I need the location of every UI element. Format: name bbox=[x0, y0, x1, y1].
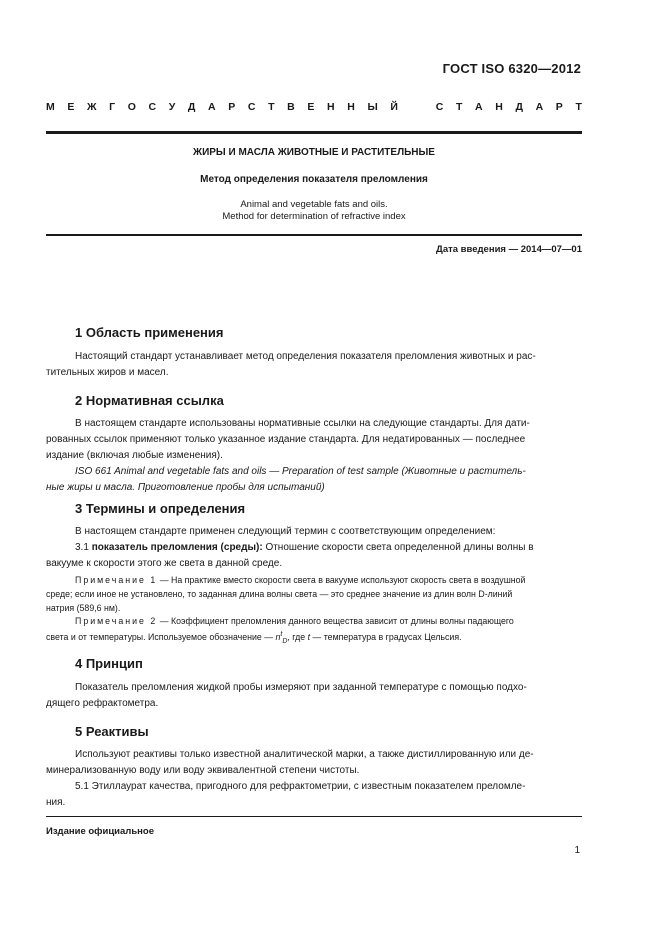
note-1-text-1: — На практике вместо скорости света в вакууме используют скорость света в воздушной bbox=[159, 575, 526, 585]
note-1 bbox=[46, 573, 582, 615]
interstate-letter: Р bbox=[555, 101, 563, 113]
document-title-english bbox=[46, 199, 582, 223]
term-definition-1: Отношение скорости света определенной длины волны в bbox=[265, 542, 534, 553]
note-2-label: Примечание 2 bbox=[75, 616, 158, 626]
interstate-letter: Й bbox=[390, 101, 398, 113]
header-divider bbox=[46, 131, 582, 134]
section-1-paragraph bbox=[46, 349, 582, 381]
note-2-line-1 bbox=[46, 614, 582, 628]
s2-line-2: рованных ссылок применяют только указанное издание стандарта. Для недатированных — последнее bbox=[46, 434, 526, 445]
interstate-letter: Т bbox=[575, 101, 582, 113]
s1-line-1: Настоящий стандарт устанавливает метод определения показателя преломления животных и рас- bbox=[75, 351, 536, 362]
interstate-letter: С bbox=[148, 101, 157, 113]
s1-line-2: тительных жиров и масел. bbox=[46, 367, 169, 378]
s5-line-1: Используют реактивы только известной аналитической марки, а также дистиллированную или де- bbox=[75, 749, 534, 760]
interstate-letter: Т bbox=[455, 101, 463, 113]
interstate-letter: У bbox=[168, 101, 176, 113]
interstate-letter: Н bbox=[495, 101, 503, 113]
note-1-line-3: натрия (589,6 нм). bbox=[46, 603, 121, 613]
interstate-letter: Е bbox=[67, 101, 75, 113]
interstate-letter: В bbox=[287, 101, 295, 113]
interstate-letter: Ж bbox=[87, 101, 97, 113]
document-title: ЖИРЫ И МАСЛА ЖИВОТНЫЕ И РАСТИТЕЛЬНЫЕ bbox=[193, 147, 435, 158]
interstate-letter: А bbox=[208, 101, 216, 113]
interstate-letter: Д bbox=[187, 101, 196, 113]
interstate-letter: Р bbox=[228, 101, 236, 113]
note-1-label: Примечание 1 bbox=[75, 575, 158, 585]
s3-definition-line-2: вакууме к скорости этого же света в данной среде. bbox=[46, 558, 283, 569]
interstate-letter: А bbox=[535, 101, 544, 113]
interstate-letter: Н bbox=[347, 101, 355, 113]
interstate-letter: С bbox=[435, 101, 444, 113]
symbol-t-sup: t bbox=[280, 631, 283, 638]
note-1-line-2: среде; если иное не установлено, то заданная длина волны света — это среднее значение из длин волн D-линий bbox=[46, 589, 513, 599]
section-2-heading: 2 Нормативная ссылка bbox=[75, 393, 224, 408]
s4-line-1: Показатель преломления жидкой пробы измеряют при заданной температуре с помощью подхо- bbox=[75, 682, 527, 693]
standard-code: ГОСТ ISO 6320—2012 bbox=[442, 61, 581, 76]
title-divider bbox=[46, 234, 582, 236]
note-2 bbox=[46, 614, 582, 649]
effective-date: Дата введения — 2014—07—01 bbox=[436, 244, 582, 255]
title-en-line-1: Animal and vegetable fats and oils. bbox=[240, 199, 388, 210]
interstate-letter: Т bbox=[268, 101, 275, 113]
s2-ref-line-2: ные жиры и масла. Приготовление пробы для испытаний) bbox=[46, 482, 325, 493]
interstate-letter: М bbox=[46, 101, 55, 113]
s3-intro: В настоящем стандарте применен следующий термин с соответствующим определением: bbox=[75, 526, 496, 537]
interstate-letter: О bbox=[127, 101, 136, 113]
note-2-text-2c: — температура в градусах Цельсия. bbox=[312, 631, 462, 642]
section-3-paragraph bbox=[46, 524, 582, 572]
section-3-heading: 3 Термины и определения bbox=[75, 501, 246, 516]
document-subtitle: Метод определения показателя преломления bbox=[200, 174, 428, 185]
term-number: 3.1 bbox=[75, 542, 89, 553]
official-edition-label: Издание официальное bbox=[46, 826, 154, 837]
note-1-line-1 bbox=[46, 573, 582, 587]
s2-ref-line-1: ISO 661 Animal and vegetable fats and oils — Preparation of test sample (Животные и раститель- bbox=[75, 466, 526, 477]
interstate-letter: Ы bbox=[367, 101, 378, 113]
note-2-text-2b: , где bbox=[287, 631, 306, 642]
s5-item-5-1-line-2: ния. bbox=[46, 797, 66, 808]
section-1-heading: 1 Область применения bbox=[75, 325, 224, 340]
note-2-line-2 bbox=[46, 628, 582, 649]
interstate-letter: Г bbox=[109, 101, 116, 113]
s5-line-2: минерализованную воду или воду эквивалентной степени чистоты. bbox=[46, 765, 360, 776]
footer-divider bbox=[46, 816, 582, 817]
interstate-letter: Д bbox=[515, 101, 523, 113]
s5-item-5-1-line-1: 5.1 Этиллаурат качества, пригодного для рефрактометрии, с известным показателем преломле- bbox=[75, 781, 526, 792]
interstate-standard-banner bbox=[46, 101, 582, 113]
section-4-heading: 4 Принцип bbox=[75, 656, 143, 671]
s4-line-2: дящего рефрактометра. bbox=[46, 698, 159, 709]
section-5-paragraph bbox=[46, 747, 582, 811]
symbol-D-sub: D bbox=[282, 637, 288, 645]
interstate-letter: С bbox=[247, 101, 256, 113]
symbol-t: t bbox=[307, 631, 311, 642]
page-number: 1 bbox=[574, 845, 580, 856]
refractive-index-symbol bbox=[275, 631, 288, 645]
s2-line-3: издание (включая любые изменения). bbox=[46, 450, 223, 461]
note-2-text-1: — Коэффициент преломления данного вещества зависит от длины волны падающего bbox=[159, 616, 514, 626]
section-5-heading: 5 Реактивы bbox=[75, 724, 149, 739]
section-2-paragraph bbox=[46, 416, 582, 496]
interstate-letter: Е bbox=[307, 101, 315, 113]
note-2-text-2a: света и от температуры. Используемое обозначение — bbox=[46, 631, 274, 642]
interstate-letter: Н bbox=[327, 101, 335, 113]
s2-line-1: В настоящем стандарте использованы нормативные ссылки на следующие стандарты. Для дати- bbox=[75, 418, 530, 429]
term-name: показатель преломления (среды): bbox=[91, 542, 263, 553]
s3-term-line bbox=[46, 540, 582, 556]
symbol-n: n bbox=[275, 631, 281, 642]
title-en-line-2: Method for determination of refractive index bbox=[222, 211, 406, 222]
section-4-paragraph bbox=[46, 680, 582, 712]
interstate-letter: А bbox=[475, 101, 483, 113]
